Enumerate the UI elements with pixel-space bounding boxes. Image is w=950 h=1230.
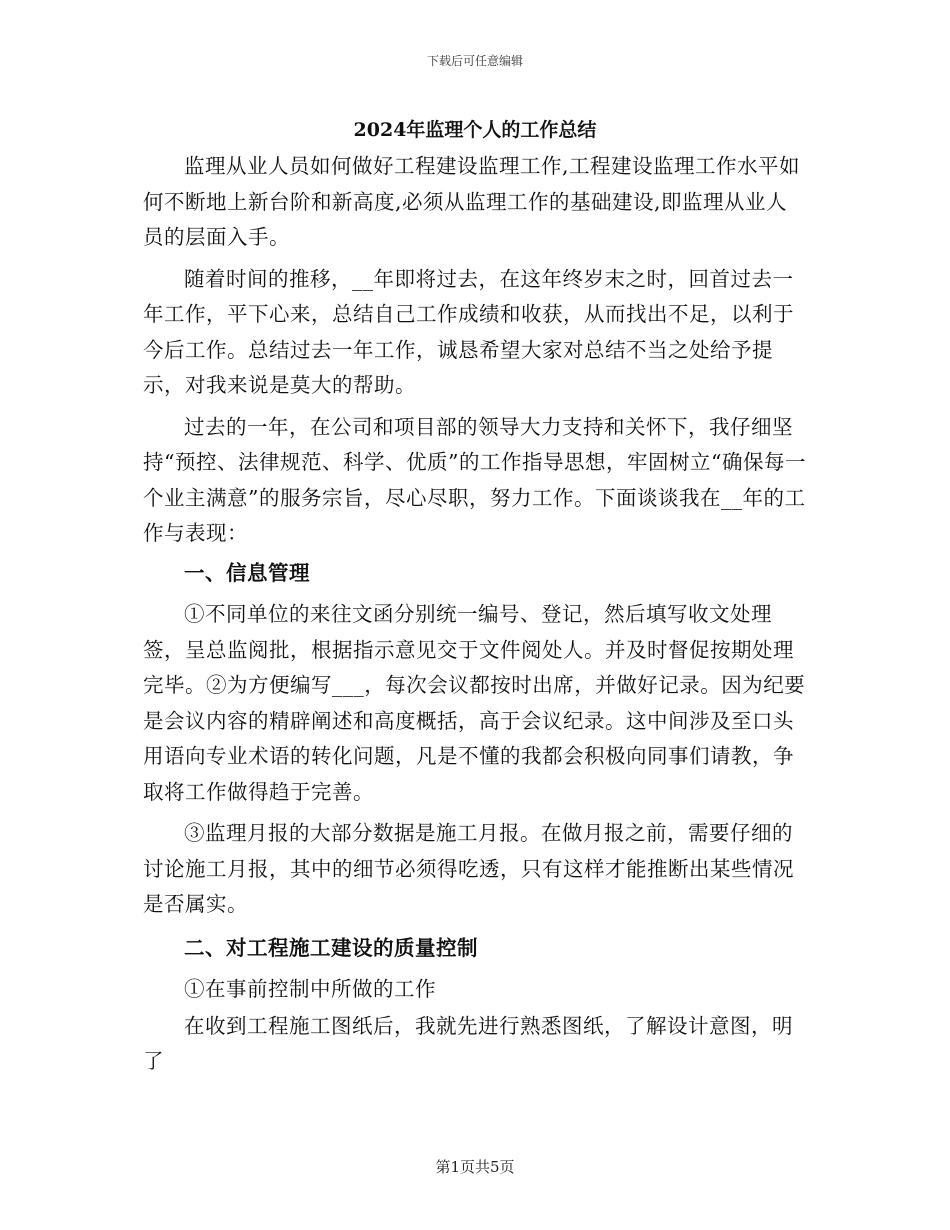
header-note: 下载后可任意编辑: [426, 54, 523, 68]
quality-control-paragraph: 在收到工程施工图纸后，我就先进行熟悉图纸，了解设计意图，明了: [143, 1013, 793, 1073]
section-heading-quality-control: 二、对工程施工建设的质量控制: [184, 935, 478, 960]
intro-paragraph: 监理从业人员如何做好工程建设监理工作,工程建设监理工作水平如何不断地上新台阶和新高度,必须从监理工作的基础建设,即监理从业人员的层面入手。: [143, 154, 801, 249]
info-management-paragraph-2: ③监理月报的大部分数据是施工月报。在做月报之前，需要仔细的讨论施工月报，其中的细节必须得吃透，只有这样才能推断出某些情况是否属实。: [143, 821, 794, 916]
document-body: [143, 149, 808, 1086]
summary-paragraph: 随着时间的推移，__年即将过去，在这年终岁末之时，回首过去一年工作，平下心来，总结自己工作成绩和收获，从而找出不足，以利于今后工作。总结过去一年工作，诚恳希望大家对总结不当之处给予提示，对我来说是莫大的帮助。: [143, 266, 794, 397]
document-title: 2024年监理个人的工作总结: [353, 119, 597, 141]
section-heading-info-management: 一、信息管理: [184, 560, 310, 585]
overview-paragraph: 过去的一年，在公司和项目部的领导大力支持和关怀下，我仔细坚持“预控、法律规范、科学、优质”的工作指导思想，牢固树立“确保每一个业主满意”的服务宗旨，尽心尽职，努力工作。下面谈谈我在__年的工作与表现：: [143, 414, 806, 545]
info-management-paragraph-1: ①不同单位的来往文函分别统一编号、登记，然后填写收文处理签，呈总监阅批，根据指示意见交于文件阅处人。并及时督促按期处理完毕。②为方便编写___，每次会议都按时出席，并做好记录。因为纪要是会议内容的精辟阐述和高度概括，高于会议纪录。这中间涉及至口头用语向专业术语的转化问题，凡是不懂的我都会积极向同事们请教，争取将工作做得趋于完善。: [143, 602, 806, 804]
quality-control-subheading: ①在事前控制中所做的工作: [184, 977, 436, 1001]
page-number: 第1页共5页: [435, 1158, 515, 1176]
